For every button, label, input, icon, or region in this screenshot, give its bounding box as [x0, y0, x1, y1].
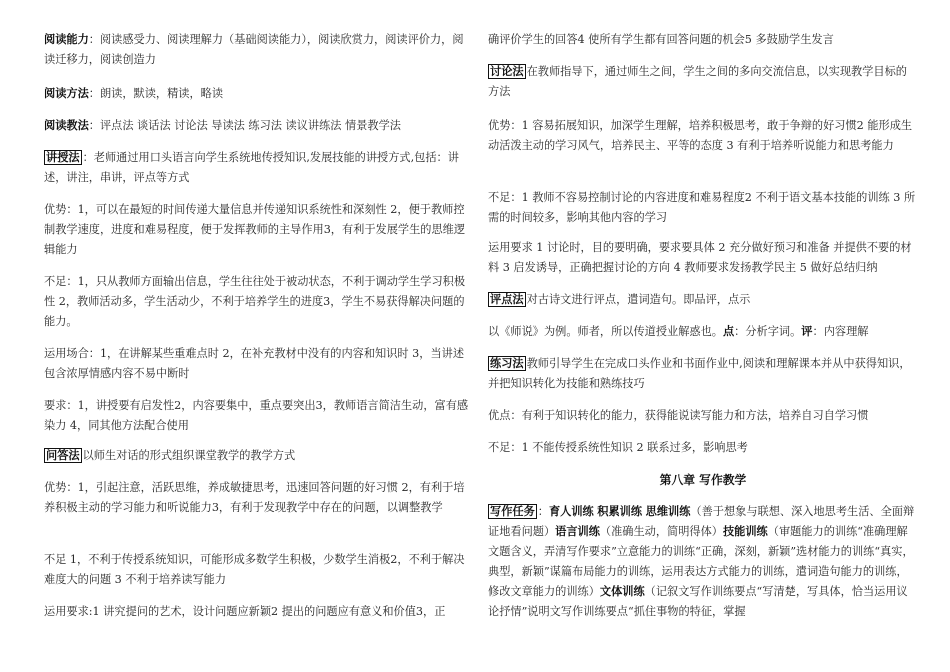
writing-task-accumulation: 积累训练: [597, 505, 643, 518]
reading-teaching-methods-label: 阅读教法: [44, 119, 89, 132]
lecture-requirements: 要求：1，讲授要有启发性2，内容要集中，重点要突出3，教师语言简洁生动，富有感染力 4，同其他方法配合使用: [44, 399, 469, 432]
discussion-text: 在教师指导下，通过师生之间，学生之间的多向交流信息，以实现教学目标的方法: [488, 65, 907, 98]
commentary-dian-label: 点: [722, 325, 735, 338]
discussion-disadvantages: 不足：1 教师不容易控制讨论的内容进度和难易程度2 不利于语文基本技能的训练 3 所需的时间较多，影响其他内容的学习: [488, 191, 916, 224]
writing-task-thinking: 思维训练: [645, 505, 691, 518]
practice-definition: [488, 354, 918, 394]
qa-disadvantages: 不足 1，不利于传授系统知识，可能形成多数学生积极，少数学生消极2，不利于解决难度大的问题 3 不利于培养读写能力: [44, 553, 465, 586]
writing-task-skills-desc: （审题能力的训练“准确理解文题含义，弄清写作要求”立意能力的训练“正确，深刻，新颖”选材能力的训练“真实，典型，新颖”谋篇布局能力的训练，运用表达方式能力的训练，遣词造句能力的训练，修改文章能力的训练）: [488, 525, 914, 598]
writing-task-thinking-desc: （善于想象与联想、深入地思考生活、全面辩证地看问题）: [488, 505, 915, 538]
writing-task-genre: 文体训练: [599, 585, 645, 598]
qa-label: 问答法: [46, 449, 80, 462]
commentary-dian-text: ：分析字词。: [734, 325, 802, 338]
commentary-ping-text: ：内容理解: [812, 325, 869, 338]
writing-task-skills: 技能训练: [722, 525, 768, 538]
reading-methods-label: 阅读方法: [44, 87, 89, 100]
qa-requirements: 运用要求:1 讲究提问的艺术，设计问题应新颖2 提出的问题应有意义和价值3，正: [44, 605, 446, 618]
writing-tasks-colon: ：: [537, 505, 549, 518]
discussion-definition: [488, 62, 918, 102]
writing-tasks-label: 写作任务: [490, 505, 535, 518]
chapter-title: 第八章 写作教学: [659, 473, 747, 487]
commentary-ping-label: 评: [801, 325, 813, 338]
lecture-advantages: 优势：1，可以在最短的时间传递大量信息并传递知识系统性和深刻性 2，便于教师控制教学速度，进度和难易程度，便于发挥教师的主导作用3，有利于发展学生的思维逻辑能力: [44, 203, 466, 256]
qa-text: 以师生对话的形式组织课堂教学的教学方式: [82, 449, 296, 462]
commentary-example-text: 以《师说》为例。师者，所以传道授业解惑也。: [488, 325, 723, 338]
writing-task-moral: 育人训练: [548, 505, 594, 518]
reading-methods-text: ：朗读，默读，精读，略读: [88, 87, 224, 100]
practice-text: 教师引导学生在完成口头作业和书面作业中,阅读和理解课本并从中获得知识，并把知识转化为技能和熟练技巧: [488, 357, 911, 390]
writing-task-language-desc: （准确生动，简明得体）: [599, 525, 723, 538]
commentary-label: 评点法: [490, 293, 524, 306]
practice-disadvantages: 不足：1 不能传授系统性知识 2 联系过多，影响思考: [488, 441, 748, 454]
discussion-label: 讨论法: [490, 65, 524, 78]
commentary-definition: [488, 290, 918, 310]
lecture-definition: [44, 148, 474, 188]
reading-methods-paragraph: [44, 84, 474, 104]
lecture-occasions: 运用场合：1，在讲解某些重难点时 2，在补充教材中没有的内容和知识时 3，当讲述包含浓厚情感内容不易中断时: [44, 347, 465, 380]
qa-advantages: 优势：1，引起注意，活跃思维，养成敏捷思考，迅速回答问题的好习惯 2，有利于培养积极主动的学习能力和听说能力3，有利于发现教学中存在的问题，以调整教学: [44, 481, 465, 514]
discussion-requirements: 运用要求 1 讨论时，目的要明确，要求要具体 2 充分做好预习和准备 并提供不要的材料 3 启发诱导，正确把握讨论的方向 4 教师要求发扬教学民主 5 做好总结归纳: [488, 241, 912, 274]
writing-tasks-paragraph: [488, 502, 918, 622]
practice-advantages: 优点：有利于知识转化的能力，获得能说读写能力和方法，培养自习自学习惯: [488, 409, 869, 422]
writing-task-genre-desc: （记叙文写作训练要点“写清楚，写具体，恰当运用议论抒情”说明文写作训练要点“抓住事物的特征，掌握: [488, 585, 908, 618]
reading-ability-label: 阅读能力: [44, 33, 89, 46]
qa-requirements-continued: 确评价学生的回答4 使所有学生都有回答问题的机会5 多鼓励学生发言: [488, 33, 834, 46]
lecture-label: 讲授法: [46, 151, 80, 164]
qa-definition: [44, 446, 474, 466]
practice-label: 练习法: [490, 357, 524, 370]
commentary-example: [488, 322, 918, 342]
reading-teaching-methods-paragraph: [44, 116, 474, 136]
discussion-advantages: 优势：1 容易拓展知识，加深学生理解，培养积极思考，敢于争辩的好习惯2 能形成生动活泼主动的学习风气，培养民主、平等的态度 3 有利于培养听说能力和思考能力: [488, 119, 913, 152]
lecture-text: ：老师通过用口头语言向学生系统地传授知识,发展技能的讲授方式,包括：讲述，讲注，串讲，评点等方式: [44, 151, 459, 184]
reading-ability-paragraph: [44, 30, 474, 70]
reading-ability-text: ：阅读感受力、阅读理解力（基础阅读能力），阅读欣赏力，阅读评价力，阅读迁移力，阅读创造力: [44, 33, 464, 66]
writing-task-language: 语言训练: [555, 525, 600, 538]
lecture-disadvantages: 不足：1，只从教师方面输出信息，学生往往处于被动状态，不利于调动学生学习积极性 2，教师活动多，学生活动少，不利于培养学生的进度3，学生不易获得解决问题的能力。: [44, 275, 466, 328]
reading-teaching-methods-text: ：评点法 谈话法 讨论法 导读法 练习法 读议讲练法 情景教学法: [88, 119, 401, 132]
commentary-text: 对古诗文进行评点，遣词造句。即品评，点示: [526, 293, 751, 306]
